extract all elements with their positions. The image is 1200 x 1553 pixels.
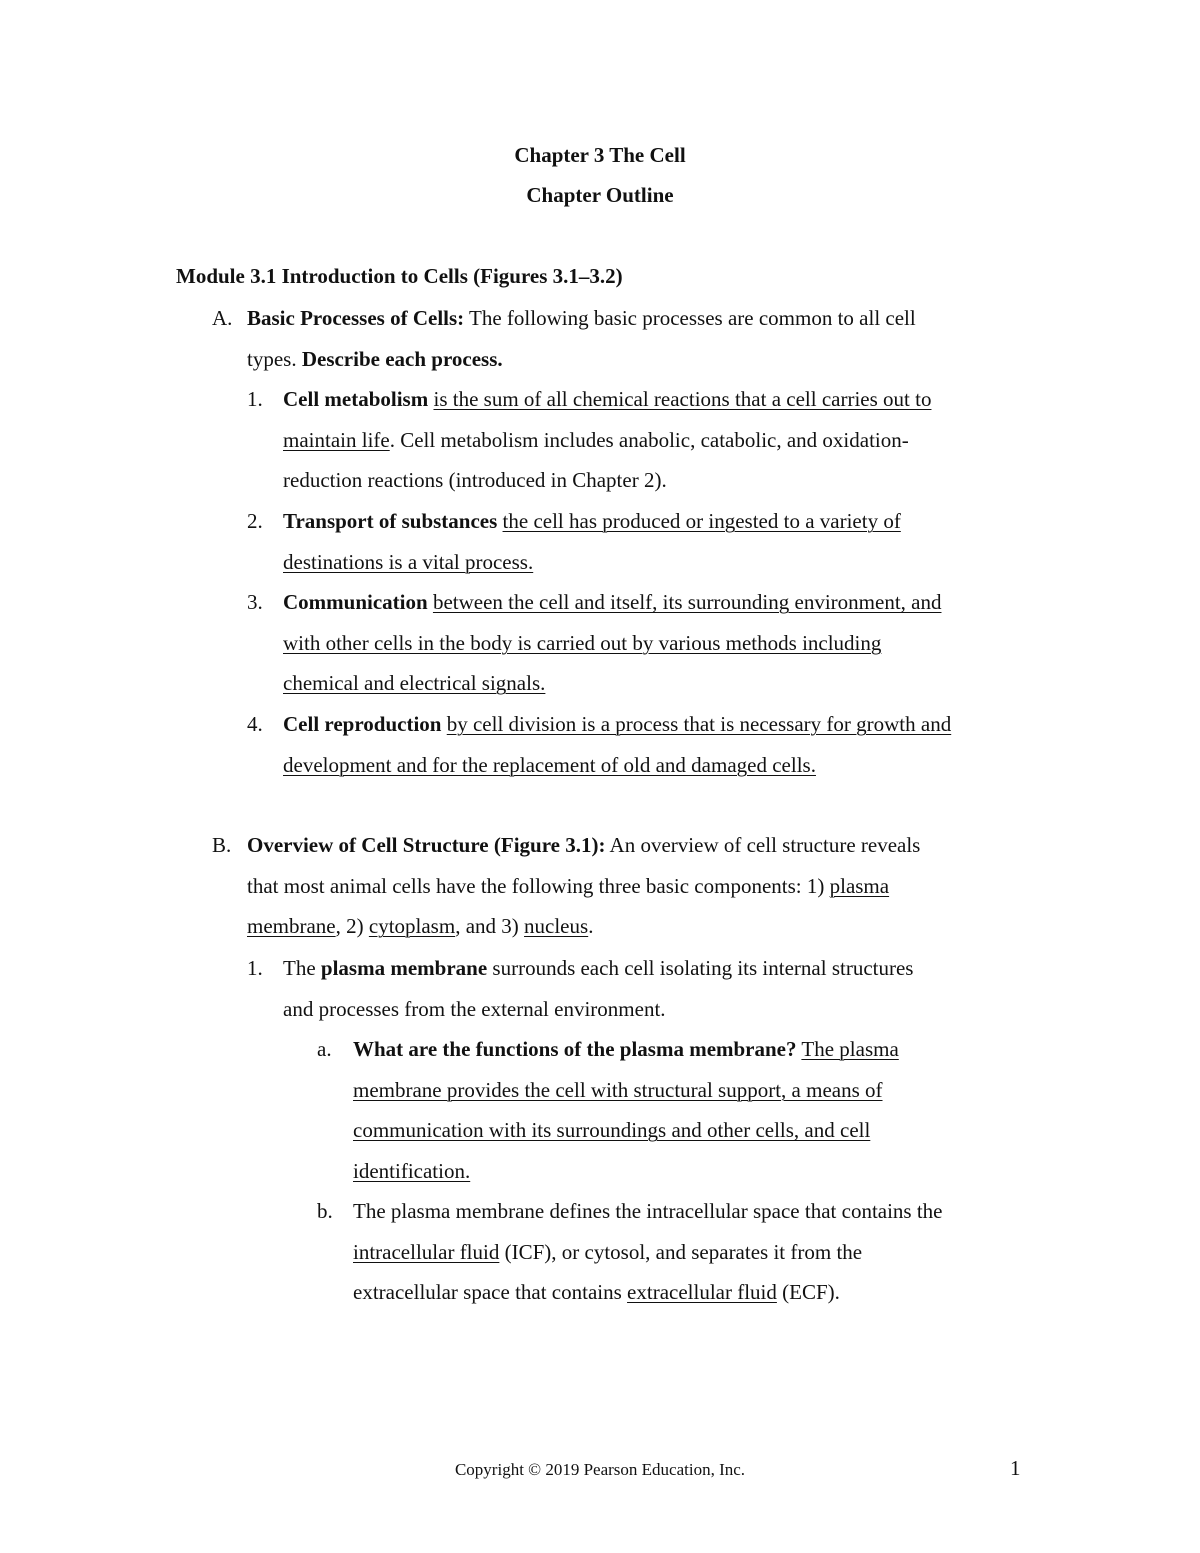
section-b-heading: Overview of Cell Structure (Figure 3.1): <box>247 833 606 857</box>
list-marker: 4. <box>247 712 263 736</box>
item-pre: The <box>283 956 321 980</box>
list-marker: 1. <box>247 956 263 980</box>
chapter-title: Chapter 3 The Cell <box>514 143 686 167</box>
section-b-text <box>247 825 947 947</box>
component-nucleus: nucleus <box>524 914 589 939</box>
answer: the cell has produced or ingested to a variety of destinations is a vital process. <box>283 509 901 574</box>
module-heading: Module 3.1 Introduction to Cells (Figures 3.1–3.2) <box>176 264 623 288</box>
term-extracellular-fluid: extracellular fluid <box>627 1280 777 1305</box>
term-intracellular-fluid: intracellular fluid <box>353 1239 500 1264</box>
item-rest: surrounds each cell isolating its internal structures and processes from the external environment. <box>283 956 914 1021</box>
copyright-footer: Copyright © 2019 Pearson Education, Inc. <box>454 1460 746 1479</box>
separator: , and 3) <box>455 914 525 939</box>
section-a-instruction: Describe each process. <box>301 346 503 371</box>
list-item-text <box>283 501 953 582</box>
section-a-marker: A. <box>212 306 233 330</box>
answer: by cell division is a process that is necessary for growth and development and for the replacement of old and damaged cells. <box>283 712 952 777</box>
answer: between the cell and itself, its surrounding environment, and with other cells in the body is carried out by various methods including chemical and electrical signals. <box>283 590 942 696</box>
text-end: (ECF). <box>776 1280 840 1305</box>
section-a-heading: Basic Processes of Cells: <box>247 306 465 330</box>
period: . <box>588 914 594 939</box>
section-b-marker: B. <box>212 833 232 857</box>
list-marker: 1. <box>247 387 263 411</box>
page-number: 1 <box>1010 1456 1021 1480</box>
separator: , 2) <box>335 914 369 939</box>
section-a-body: The following basic processes are common to all cell types. <box>247 306 916 371</box>
term: plasma membrane <box>320 956 488 980</box>
list-item-text <box>283 948 923 1029</box>
chapter-subtitle: Chapter Outline <box>526 183 674 207</box>
section-a-text <box>247 298 947 379</box>
component-plasma-membrane: plasma membrane <box>247 873 890 939</box>
section-b-body: An overview of cell structure reveals that most animal cells have the following three basic components: 1) <box>247 833 921 898</box>
term: Cell reproduction <box>283 712 442 736</box>
sub-item-text <box>353 1191 943 1313</box>
component-cytoplasm: cytoplasm <box>368 914 456 939</box>
sub-marker: a. <box>317 1037 332 1061</box>
answer: The plasma membrane provides the cell with structural support, a means of communication with its surroundings and other cells, and cell identification. <box>353 1037 899 1183</box>
text-pre: The plasma membrane defines the intracellular space that contains the <box>353 1199 943 1223</box>
list-marker: 3. <box>247 590 263 614</box>
list-item-text <box>283 704 953 785</box>
list-item-text <box>283 582 953 704</box>
answer: is the sum of all chemical reactions that a cell carries out to maintain life <box>283 387 932 452</box>
text-mid: (ICF), or cytosol, and separates it from the extracellular space that contains <box>353 1239 863 1305</box>
item-rest: . Cell metabolism includes anabolic, catabolic, and oxidation-reduction reactions (introduced in Chapter 2). <box>283 427 909 493</box>
term: Cell metabolism <box>283 387 429 411</box>
list-item-text <box>283 379 953 501</box>
sub-marker: b. <box>317 1199 333 1223</box>
question: What are the functions of the plasma membrane? <box>353 1037 797 1061</box>
term: Communication <box>283 590 428 614</box>
sub-item-text <box>353 1029 953 1191</box>
list-marker: 2. <box>247 509 263 533</box>
term: Transport of substances <box>283 509 498 533</box>
